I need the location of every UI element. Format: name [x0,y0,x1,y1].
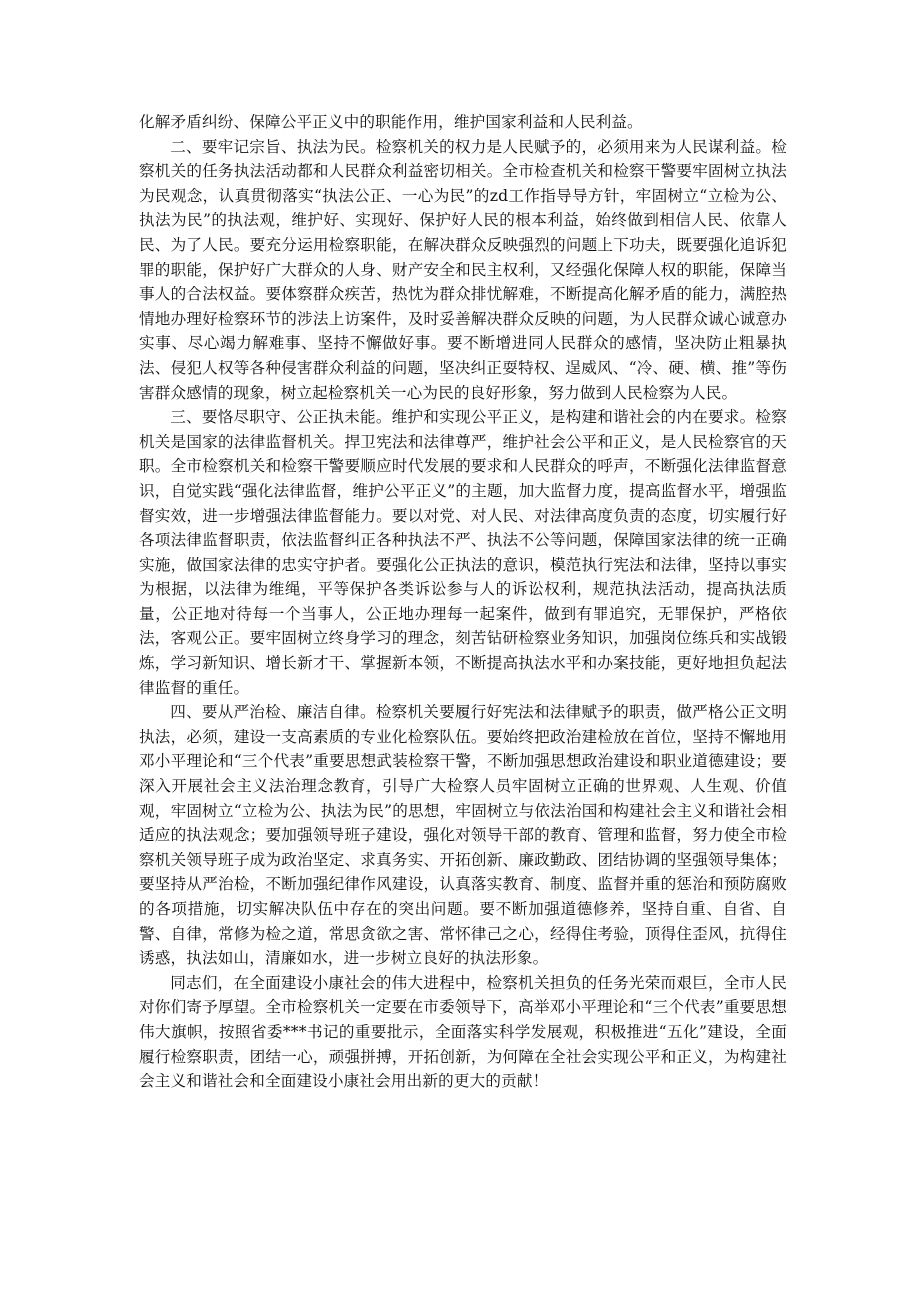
paragraph-closing: 同志们，在全面建设小康社会的伟大进程中，检察机关担负的任务光荣而艰巨，全市人民对你们寄予厚望。全市检察机关一定要在市委领导下，高举邓小平理论和“三个代表”重要思想伟大旗帜，按照省委***书记的重要批示，全面落实科学发展观，积极推进“五化”建设，全面履行检察职责，团结一心，顽强拼搏，开拓创新，为何障在全社会实现公平和正义，为构建社会主义和谐社会和全面建设小康社会用出新的更大的贡献！ [139,973,787,1091]
document-body [139,110,787,1094]
paragraph-continuation: 化解矛盾纠纷、保障公平正义中的职能作用，维护国家利益和人民利益。 [139,113,643,131]
paragraph-section-four: 四、要从严治检、廉洁自律。检察机关要履行好宪法和法律赋予的职责，做严格公正文明执法，必须，建设一支高素质的专业化检察队伍。要始终把政治建检放在首位，坚持不懈地用邓小平理论和“三个代表”重要思想武装检察干警，不断加强思想政治建设和职业道德建设；要深入开展社会主义法治理念教育，引导广大检察人员牢固树立正确的世界观、人生观、价值观，牢固树立“立检为公、执法为民”的思想，牢固树立与依法治国和构建社会主义和谐社会相适应的执法观念；要加强领导班子建设，强化对领导干部的教育、管理和监督，努力使全市检察机关领导班子成为政治坚定、求真务实、开拓创新、廉政勤政、团结协调的坚强领导集体；要坚持从严治检，不断加强纪律作风建设，认真落实教育、制度、监督并重的惩治和预防腐败的各项措施，切实解决队伍中存在的突出问题。要不断加强道德修养，坚持自重、自省、自警、自律，常修为检之道，常思贪欲之害、常怀律己之心，经得住考验，顶得住歪风，抗得住诱惑，执法如山，清廉如水，进一步树立良好的执法形象。 [139,703,787,968]
paragraph-section-two: 二、要牢记宗旨、执法为民。检察机关的权力是人民赋予的，必须用来为人民谋利益。检察机关的任务执法活动都和人民群众利益密切相关。全市检查机关和检察干警要牢固树立执法为民观念，认真贯彻落实“执法公正、一心为民”的zd工作指导导方针，牢固树立“立检为公、执法为民”的执法观，维护好、实现好、保护好人民的根本利益，始终做到相信人民、依靠人民、为了人民。要充分运用检察职能，在解决群众反映强烈的问题上下功夫，既要强化追诉犯罪的职能，保护好广大群众的人身、财产安全和民主权利，又经强化保障人权的职能，保障当事人的合法权益。要体察群众疾苦，热忱为群众排忧解难，不断提高化解矛盾的能力，满腔热情地办理好检察环节的涉法上访案件，及时妥善解决群众反映的问题，为人民群众诚心诚意办实事、尽心竭力解难事、坚持不懈做好事。要不断增进同人民群众的感情，坚决防止粗暴执法、侵犯人权等各种侵害群众利益的问题，坚决纠正耍特权、逞威风、“冷、硬、横、推”等伤害群众感情的现象，树立起检察机关一心为民的良好形象，努力做到人民检察为人民。 [139,137,787,402]
paragraph-section-three: 三、要恪尽职守、公正执未能。维护和实现公平正义，是构建和谐社会的内在要求。检察机关是国家的法律监督机关。捍卫宪法和法律尊严，维护社会公平和正义，是人民检察官的天职。全市检察机关和检察干警要顺应时代发展的要求和人民群众的呼声，不断强化法律监督意识，自觉实践“强化法律监督，维护公平正义”的主题，加大监督力度，提高监督水平，增强监督实效，进一步增强法律监督能力。要以对党、对人民、对法律高度负责的态度，切实履行好各项法律监督职责，依法监督纠正各种执法不严、执法不公等问题，保障国家法律的统一正确实施，做国家法律的忠实守护者。要强化公正执法的意识，模范执行宪法和法律，坚持以事实为根据，以法律为维绳，平等保护各类诉讼参与人的诉讼权利，规范执法活动，提高执法质量，公正地对待每一个当事人，公正地办理每一起案件，做到有罪追究，无罪保护，严格依法，客观公正。要牢固树立终身学习的理念，刻苦钻研检察业务知识，加强岗位练兵和实战锻炼，学习新知识、增长新才干、掌握新本领，不断提高执法水平和办案技能，更好地担负起法律监督的重任。 [139,408,787,697]
